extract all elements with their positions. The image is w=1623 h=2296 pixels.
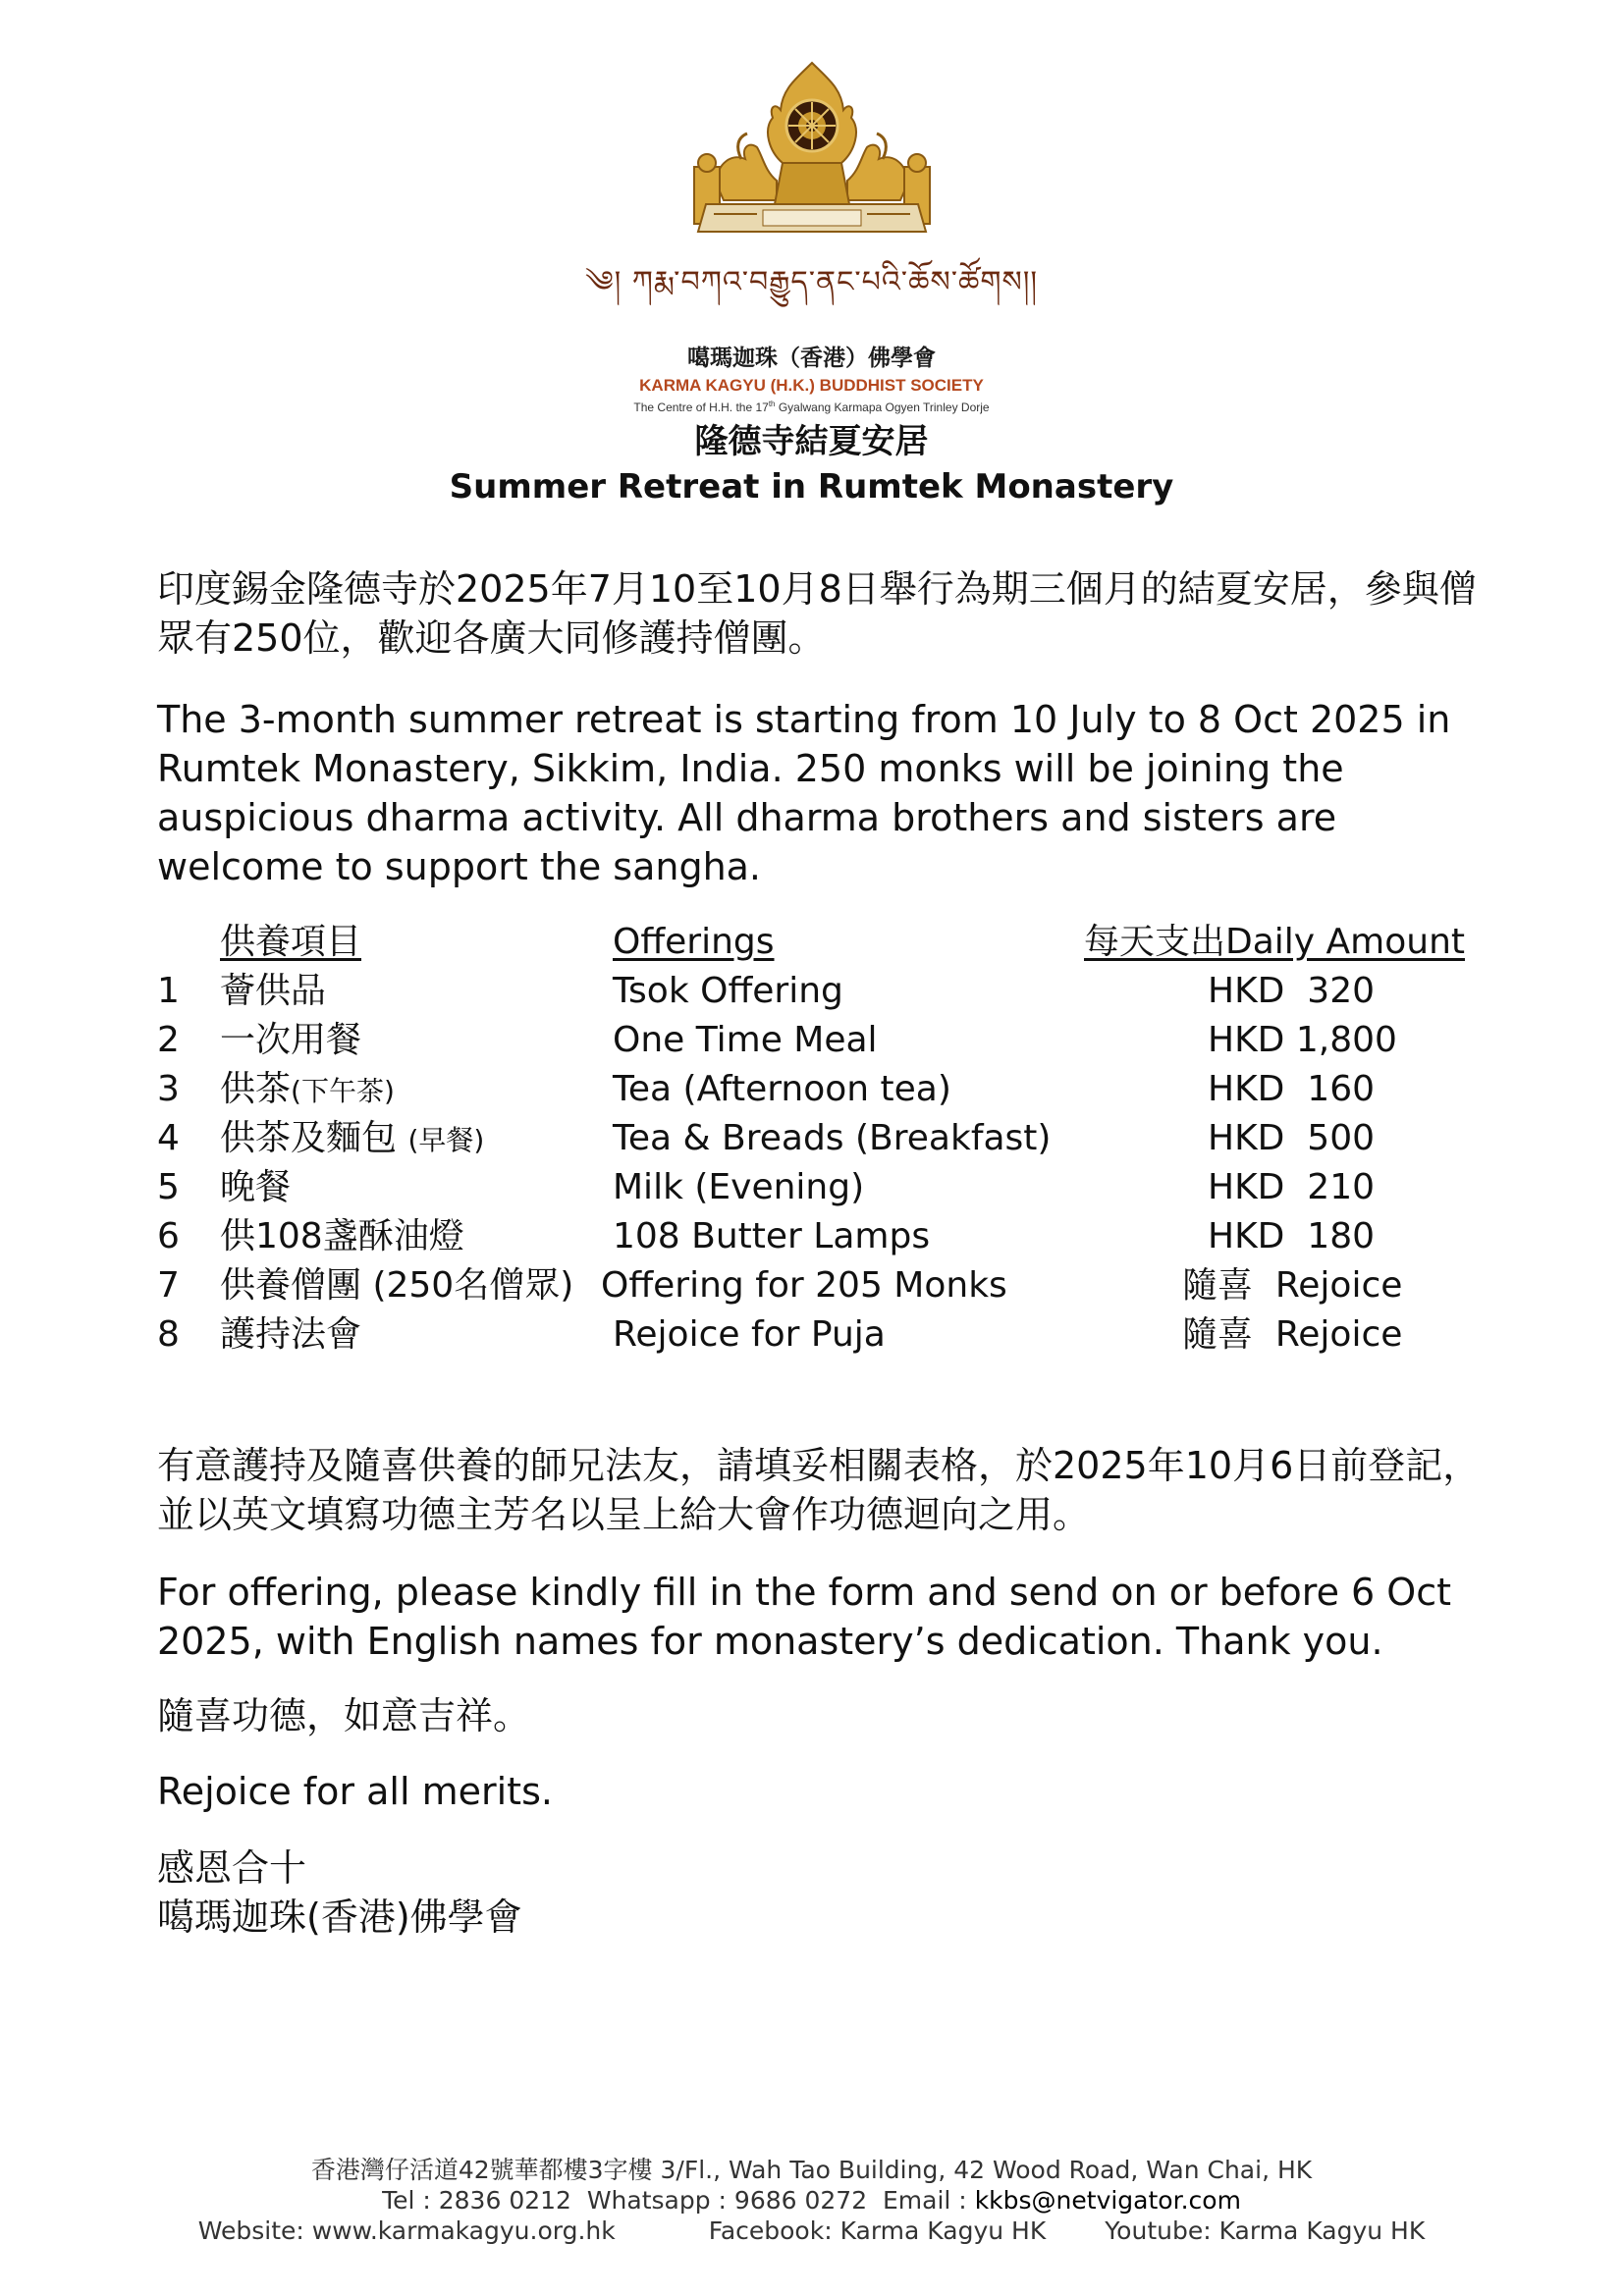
row-number: 8 <box>157 1314 180 1355</box>
row-number: 3 <box>157 1069 180 1109</box>
row-amount: HKD 1,800 <box>1208 1020 1397 1060</box>
table-header-row <box>157 918 1532 967</box>
signature-line-2: 噶瑪迦珠(香港)佛學會 <box>157 1896 522 1939</box>
row-number: 7 <box>157 1265 180 1306</box>
column-header-zh: 供養項目 <box>220 922 362 962</box>
table-row <box>157 1065 1532 1114</box>
blessing-en: Rejoice for all merits. <box>157 1770 553 1813</box>
footer-social <box>0 2216 1623 2246</box>
row-item-en: Milk (Evening) <box>613 1167 865 1207</box>
dharma-wheel-emblem-icon <box>655 57 969 243</box>
row-number: 1 <box>157 971 180 1011</box>
row-item-en: Tea (Afternoon tea) <box>613 1069 951 1109</box>
row-amount: HKD 320 <box>1208 971 1375 1011</box>
row-item-en: Tsok Offering <box>613 971 843 1011</box>
table-row <box>157 1114 1532 1163</box>
row-number: 2 <box>157 1020 180 1060</box>
intro-paragraph-zh: 印度錫金隆德寺於2025年7月10至10月8日舉行為期三個月的結夏安居，參與僧眾有250位，歡迎各廣大同修護持僧團。 <box>157 567 1477 660</box>
row-item-zh: 供茶及麵包 (早餐) <box>220 1118 485 1158</box>
row-amount: HKD 160 <box>1208 1069 1375 1109</box>
row-amount: HKD 500 <box>1208 1118 1375 1158</box>
row-item-en: Rejoice for Puja <box>613 1314 886 1355</box>
column-header-offerings: Offerings <box>613 922 775 962</box>
table-row <box>157 1212 1532 1261</box>
registration-paragraph-en: For offering, please kindly fill in the form and send on or before 6 Oct 2025, with English names for monastery’s dedication. Thank you. <box>157 1571 1451 1663</box>
offerings-table <box>157 918 1532 1360</box>
table-row <box>157 967 1532 1016</box>
youtube-link[interactable]: Youtube: Karma Kagyu HK <box>1105 2216 1426 2245</box>
row-item-zh: 供108盞酥油燈 <box>220 1216 464 1256</box>
row-amount: HKD 180 <box>1208 1216 1375 1256</box>
signature <box>157 1843 1492 1942</box>
table-row <box>157 1261 1532 1310</box>
email-link[interactable]: kkbs@netvigator.com <box>974 2186 1241 2215</box>
org-name-zh: 噶瑪迦珠（香港）佛學會 <box>687 346 936 371</box>
facebook-link[interactable]: Facebook: Karma Kagyu HK <box>708 2216 1047 2245</box>
row-item-zh: 護持法會 <box>220 1314 362 1355</box>
row-item-en: 108 Butter Lamps <box>613 1216 931 1256</box>
tibetan-org-name: ༄། ཀརྨ་བཀའ་བརྒྱུད་ནང་པའི་ཆོས་ཚོགས།། <box>584 265 1039 299</box>
registration-paragraph-zh: 有意護持及隨喜供養的師兄法友，請填妥相關表格，於2025年10月6日前登記，並以英文填寫功德主芳名以呈上給大會作功德迴向之用。 <box>157 1444 1481 1536</box>
page-title-zh: 隆德寺結夏安居 <box>694 422 929 461</box>
table-row <box>157 1016 1532 1065</box>
blessing-zh: 隨喜功德，如意吉祥。 <box>157 1694 531 1737</box>
row-item-zh: 供茶(下午茶) <box>220 1069 395 1109</box>
row-item-zh: 供養僧團 (250名僧眾) <box>220 1265 574 1306</box>
row-amount: HKD 210 <box>1208 1167 1375 1207</box>
table-row <box>157 1163 1532 1212</box>
row-number: 6 <box>157 1216 180 1256</box>
row-item-en: Tea & Breads (Breakfast) <box>613 1118 1052 1158</box>
header <box>0 57 1623 414</box>
org-subtitle: The Centre of H.H. the 17th Gyalwang Karmapa Ogyen Trinley Dorje <box>633 400 990 414</box>
row-item-en: One Time Meal <box>613 1020 878 1060</box>
row-item-zh: 薈供品 <box>220 971 327 1011</box>
signature-line-1: 感恩合十 <box>157 1846 307 1890</box>
footer-contact: Tel : 2836 0212 Whatsapp : 9686 0272 Email : kkbs@netvigator.com <box>382 2186 1241 2215</box>
row-item-zh: 一次用餐 <box>220 1020 362 1060</box>
page-title-en: Summer Retreat in Rumtek Monastery <box>449 467 1174 507</box>
row-item-zh: 晚餐 <box>220 1167 292 1207</box>
row-amount: 隨喜 Rejoice <box>1182 1265 1403 1306</box>
row-item-en: Offering for 205 Monks <box>601 1265 1007 1306</box>
table-row <box>157 1310 1532 1360</box>
website-link[interactable]: Website: www.karmakagyu.org.hk <box>197 2216 616 2245</box>
column-header-daily-amount: 每天支出Daily Amount <box>1084 922 1466 962</box>
intro-paragraph-en: The 3-month summer retreat is starting from 10 July to 8 Oct 2025 in Rumtek Monastery, Sikkim, India. 250 monks will be joining the auspicious dharma activity. All dharma brothers and sisters are welcome to support the sangha. <box>157 698 1451 888</box>
footer <box>0 2155 1623 2246</box>
row-number: 5 <box>157 1167 180 1207</box>
footer-address: 香港灣仔活道42號華都樓3字樓 3/Fl., Wah Tao Building, 42 Wood Road, Wan Chai, HK <box>310 2156 1313 2184</box>
row-amount: 隨喜 Rejoice <box>1182 1314 1403 1355</box>
row-number: 4 <box>157 1118 180 1158</box>
org-name-en: KARMA KAGYU (H.K.) BUDDHIST SOCIETY <box>639 376 984 395</box>
